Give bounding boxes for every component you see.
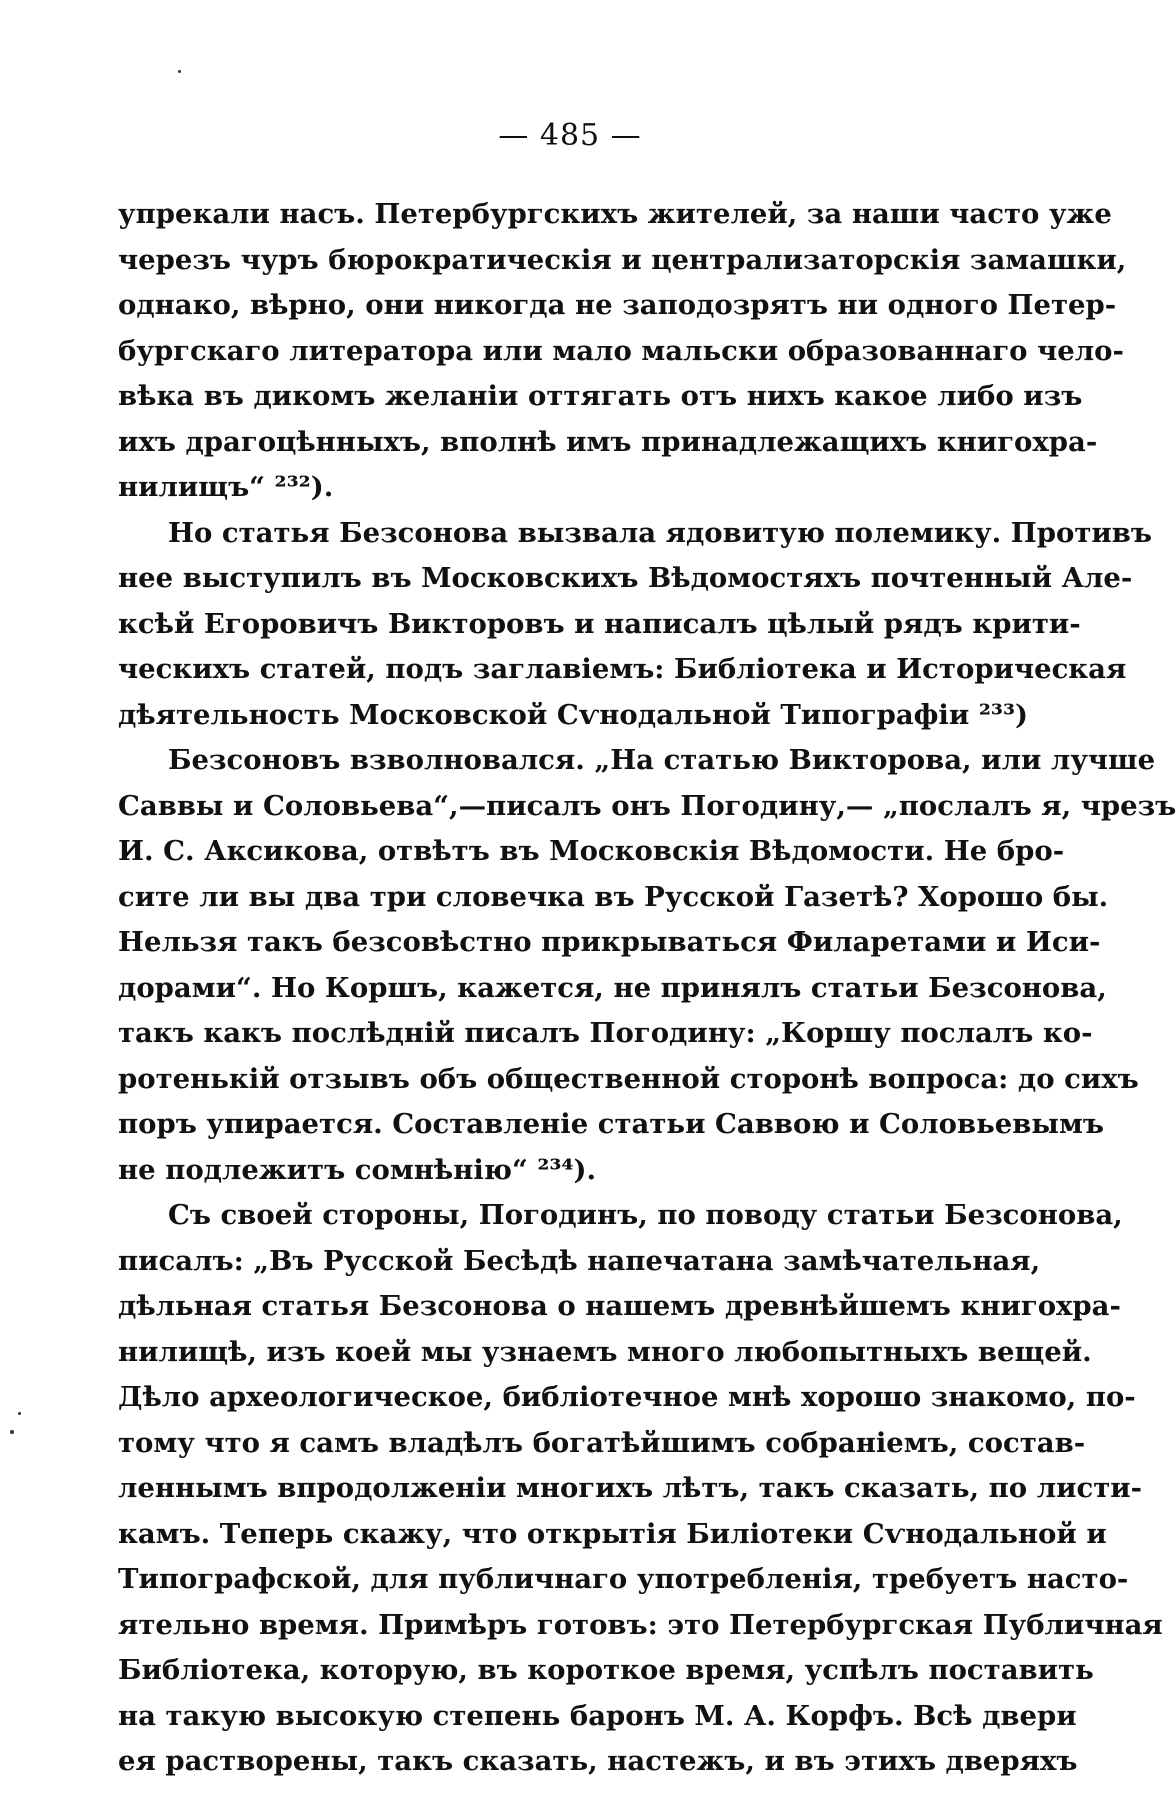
text-line: Саввы и Соловьева“,—писалъ онъ Погодину,— „послалъ я, чрезъ <box>118 789 1176 822</box>
text-line: на такую высокую степень баронъ М. А. Корфъ. Всѣ двери <box>118 1699 1077 1732</box>
text-line: ксѣй Егоровичъ Викторовъ и написалъ цѣлый рядъ крити- <box>118 607 1081 640</box>
text-line: Нельзя такъ безсовѣстно прикрываться Филаретами и Иси- <box>118 926 1101 958</box>
text-line: Безсоновъ взволновался. „На статью Викторова, или лучше <box>168 744 1156 776</box>
page-number: — 485 — <box>498 118 642 153</box>
text-line: Библіотека, которую, въ короткое время, успѣлъ поставить <box>118 1654 1094 1686</box>
paragraph-4 <box>118 1193 1163 1785</box>
text-line: поръ упирается. Составленіе статьи Саввою и Соловьевымъ <box>118 1108 1104 1140</box>
text-line: писалъ: „Въ Русской Бесѣдѣ напечатана замѣчательная, <box>118 1244 1041 1277</box>
text-line: камъ. Теперь скажу, что открытія Биліотеки Сѵнодальной и <box>118 1517 1107 1550</box>
text-line: И. С. Аксикова, отвѣтъ въ Московскія Вѣдомости. Не бро- <box>118 835 1065 867</box>
scan-speck <box>178 70 181 73</box>
text-line: ятельно время. Примѣръ готовъ: это Петербургская Публичная <box>118 1608 1163 1641</box>
text-line: тому что я самъ владѣлъ богатѣйшимъ собраніемъ, состав- <box>118 1426 1086 1459</box>
text-line: ческихъ статей, подъ заглавіемъ: Библіотека и Историческая <box>118 653 1127 685</box>
text-line: черезъ чуръ бюрократическія и централизаторскія замашки, <box>118 243 1127 276</box>
text-line: ихъ драгоцѣнныхъ, вполнѣ имъ принадлежащихъ книгохра- <box>118 425 1098 458</box>
text-line: сите ли вы два три словечка въ Русской Газетѣ? Хорошо бы. <box>118 880 1109 913</box>
text-line: Типографской, для публичнаго употребленія, требуетъ насто- <box>118 1563 1129 1595</box>
paragraph-2 <box>118 511 1152 739</box>
text-line: нилищѣ, изъ коей мы узнаемъ много любопытныхъ вещей. <box>118 1335 1092 1368</box>
text-line: нилищъ“ ²³²). <box>118 471 334 503</box>
text-line: ротенькій отзывъ объ общественной сторонѣ вопроса: до сихъ <box>118 1062 1139 1095</box>
scan-speck <box>10 1430 14 1434</box>
text-line: Но статья Безсонова вызвала ядовитую полемику. Противъ <box>168 516 1152 549</box>
text-line: не подлежитъ сомнѣнію“ ²³⁴). <box>118 1153 597 1186</box>
paragraph-3 <box>118 738 1176 1193</box>
text-line: леннымъ впродолженіи многихъ лѣтъ, такъ сказать, по листи- <box>118 1472 1143 1504</box>
text-line: дорами“. Но Коршъ, кажется, не принялъ статьи Безсонова, <box>118 971 1107 1004</box>
text-line: нее выступилъ въ Московскихъ Вѣдомостяхъ почтенный Але- <box>118 562 1133 594</box>
text-line: вѣка въ дикомъ желаніи оттягать отъ нихъ какое либо изъ <box>118 380 1083 412</box>
paragraph-1 <box>118 192 1127 511</box>
scan-speck <box>18 1412 21 1415</box>
text-line: ея растворены, такъ сказать, настежъ, и въ этихъ дверяхъ <box>118 1745 1078 1777</box>
text-line: дѣятельность Московской Сѵнодальной Типографіи ²³³) <box>118 698 1028 731</box>
text-line: Съ своей стороны, Погодинъ, по поводу статьи Безсонова, <box>168 1199 1123 1231</box>
text-line: однако, вѣрно, они никогда не заподозрятъ ни одного Петер- <box>118 289 1117 321</box>
text-line: упрекали насъ. Петербургскихъ жителей, за наши часто уже <box>118 198 1112 230</box>
text-line: дѣльная статья Безсонова о нашемъ древнѣйшемъ книгохра- <box>118 1290 1121 1322</box>
text-line: такъ какъ послѣдній писалъ Погодину: „Коршу послалъ ко- <box>118 1017 1093 1049</box>
text-line: Дѣло археологическое, библіотечное мнѣ хорошо знакомо, по- <box>118 1381 1136 1413</box>
body-text <box>118 192 1176 1785</box>
text-line: бургскаго литератора или мало мальски образованнаго чело- <box>118 334 1124 367</box>
